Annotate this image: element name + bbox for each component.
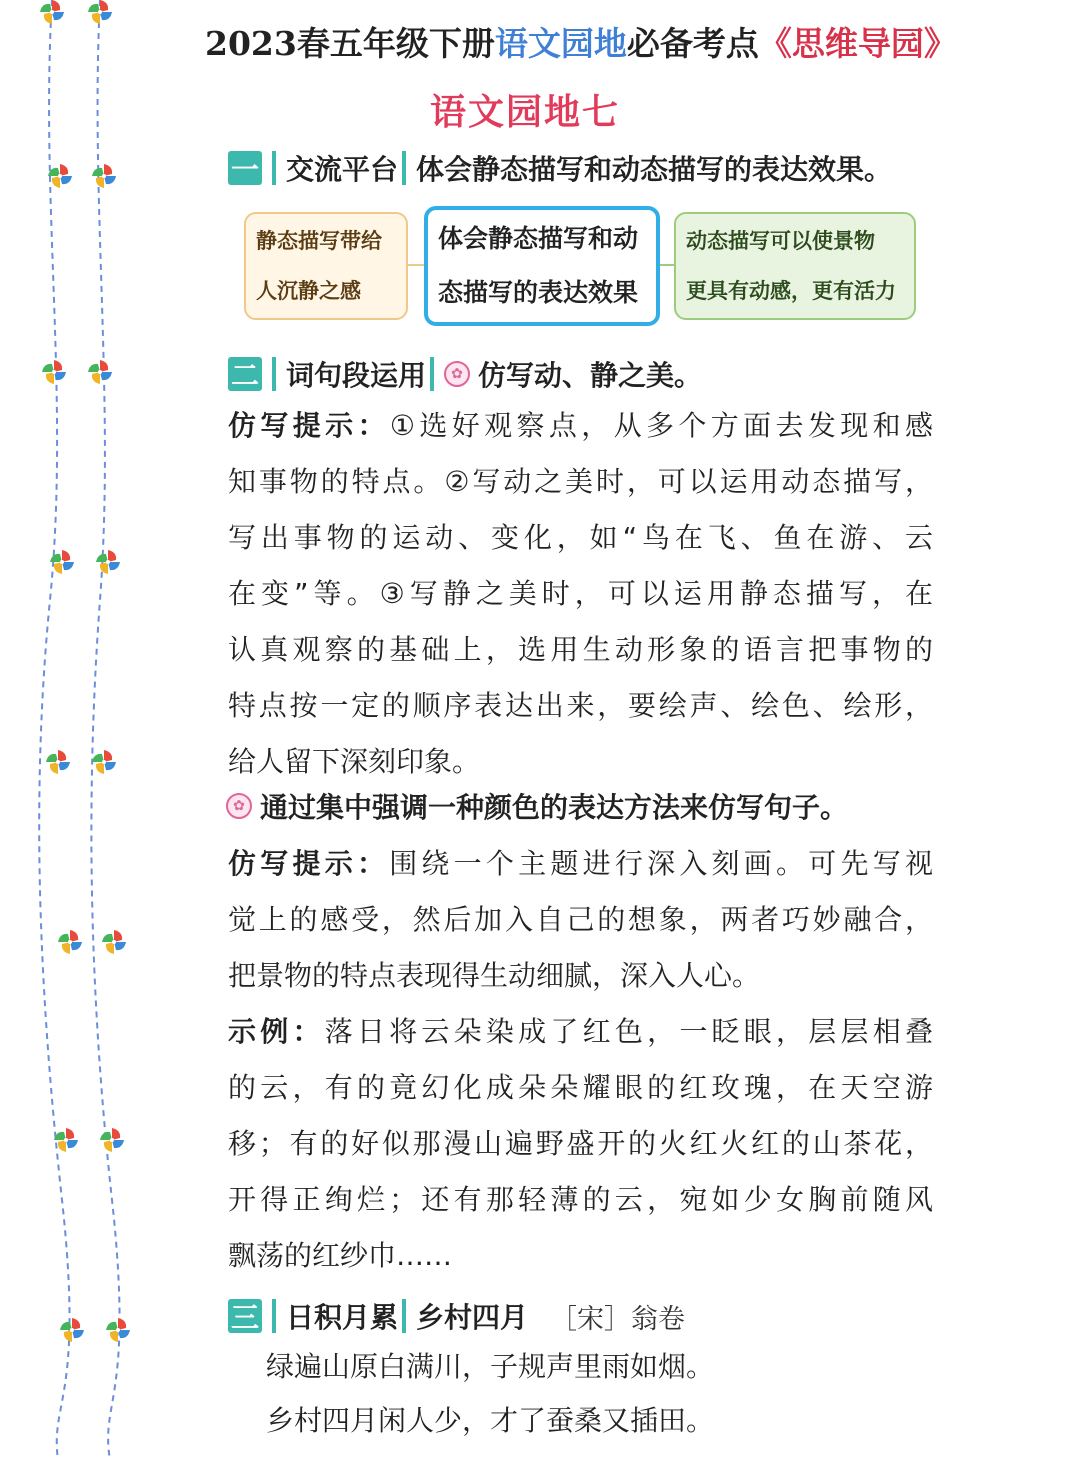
pinwheel-icon <box>60 1318 84 1342</box>
tip-2-line: 围绕一个主题进行深入刻画。可先写视 <box>389 847 933 880</box>
diagram-left-line-2: 人沉静之感 <box>256 278 361 303</box>
divider-bar <box>272 1299 276 1333</box>
tip-2-line: 觉上的感受，然后加入自己的想象，两者巧妙融合， <box>228 903 933 936</box>
example-line: 开得正绚烂；还有那轻薄的云，宛如少女胸前随风 <box>228 1183 933 1216</box>
example-label: 示例： <box>228 1015 325 1048</box>
tip-1-line: 认真观察的基础上，选用生动形象的语言把事物的 <box>228 633 933 666</box>
tip-1-line: 知事物的特点。②写动之美时，可以运用动态描写， <box>228 465 933 498</box>
poem-line-1: 绿遍山原白满川，子规声里雨如烟。 <box>266 1350 715 1383</box>
pinwheel-icon <box>48 164 72 188</box>
section-2-number: 二 <box>228 357 262 391</box>
diagram-right-box <box>674 212 916 320</box>
sub-heading-text: 通过集中强调一种颜色的表达方法来仿写句子。 <box>260 791 849 824</box>
tip-1-line: 特点按一定的顺序表达出来，要绘声、绘色、绘形， <box>228 689 933 722</box>
tip-2-label: 仿写提示： <box>228 847 390 880</box>
divider-bar <box>430 357 434 391</box>
pinwheel-icon <box>88 360 112 384</box>
pinwheel-icon <box>92 164 116 188</box>
poem-title: 乡村四月 <box>416 1301 529 1334</box>
example-line: 落日将云朵染成了红色，一眨眼，层层相叠 <box>324 1015 933 1048</box>
example-paragraph <box>228 1004 933 1284</box>
unit-title: 语文园地七 <box>430 91 621 133</box>
title-part-a: 2023春五年级下册 <box>205 24 495 63</box>
pinwheel-icon <box>88 0 112 24</box>
diagram-left-line-1: 静态描写带给 <box>256 228 382 253</box>
seal-icon: ✿ <box>226 793 252 819</box>
pinwheel-icon <box>106 1318 130 1342</box>
pinwheel-icon <box>102 930 126 954</box>
side-decoration <box>0 0 140 1460</box>
pinwheel-icon <box>100 1128 124 1152</box>
tip-1-line: 写出事物的运动、变化，如“鸟在飞、鱼在游、云 <box>228 521 933 554</box>
tip-1-paragraph <box>228 398 933 790</box>
divider-bar <box>272 151 276 185</box>
title-part-c: 必备考点 <box>626 24 759 63</box>
poem-line-2: 乡村四月闲人少，才了蚕桑又插田。 <box>266 1404 715 1437</box>
diagram-center-line-1: 体会静态描写和动 <box>438 224 639 253</box>
section-1-number: 一 <box>228 151 262 185</box>
diagram-connector-right <box>660 264 674 266</box>
tip-1-line: ①选好观察点，从多个方面去发现和感 <box>389 409 933 442</box>
divider-bar <box>272 357 276 391</box>
tip-2-line: 把景物的特点表现得生动细腻，深入人心。 <box>228 959 761 992</box>
section-2-heading <box>228 354 702 394</box>
title-part-b: 语文园地 <box>494 24 627 63</box>
diagram-connector-left <box>408 264 424 266</box>
section-3-number: 三 <box>228 1299 262 1333</box>
section-2-label: 词句段运用 <box>286 359 427 392</box>
example-line: 移；有的好似那漫山遍野盛开的火红火红的山茶花， <box>228 1127 933 1160</box>
diagram-center-line-2: 态描写的表达效果 <box>438 278 639 307</box>
sub-heading <box>226 786 848 826</box>
tip-1-line: 在变”等。③写静之美时，可以运用静态描写，在 <box>228 577 933 610</box>
divider-bar <box>402 151 406 185</box>
section-3-heading <box>228 1296 685 1336</box>
section-1-heading <box>228 148 892 188</box>
pinwheel-icon <box>58 930 82 954</box>
tip-1-line: 给人留下深刻印象。 <box>228 745 481 778</box>
diagram-right-line-1: 动态描写可以使景物 <box>686 228 875 253</box>
tip-1-label: 仿写提示： <box>228 409 390 442</box>
title-part-d: 《思维导园》 <box>758 24 957 63</box>
pinwheel-icon <box>46 750 70 774</box>
diagram-left-box <box>244 212 408 320</box>
section-2-text: 仿写动、静之美。 <box>478 359 703 392</box>
page-title <box>205 18 1005 65</box>
tip-2-paragraph <box>228 836 933 1004</box>
pinwheel-icon <box>42 360 66 384</box>
example-line: 的云，有的竟幻化成朵朵耀眼的红玫瑰，在天空游 <box>228 1071 933 1104</box>
example-line: 飘荡的红纱巾…… <box>228 1239 453 1272</box>
divider-bar <box>402 1299 406 1333</box>
section-1-text: 体会静态描写和动态描写的表达效果。 <box>416 153 893 186</box>
pinwheel-icon <box>40 0 64 24</box>
section-3-label: 日积月累 <box>286 1301 399 1334</box>
pinwheel-icon <box>92 750 116 774</box>
seal-icon: ✿ <box>444 361 470 387</box>
pinwheel-icon <box>96 550 120 574</box>
section-1-label: 交流平台 <box>286 153 399 186</box>
diagram-right-line-2: 更具有动感，更有活力 <box>686 278 896 303</box>
diagram-center-box <box>424 206 660 326</box>
poem-author: ［宋］翁卷 <box>550 1303 686 1335</box>
